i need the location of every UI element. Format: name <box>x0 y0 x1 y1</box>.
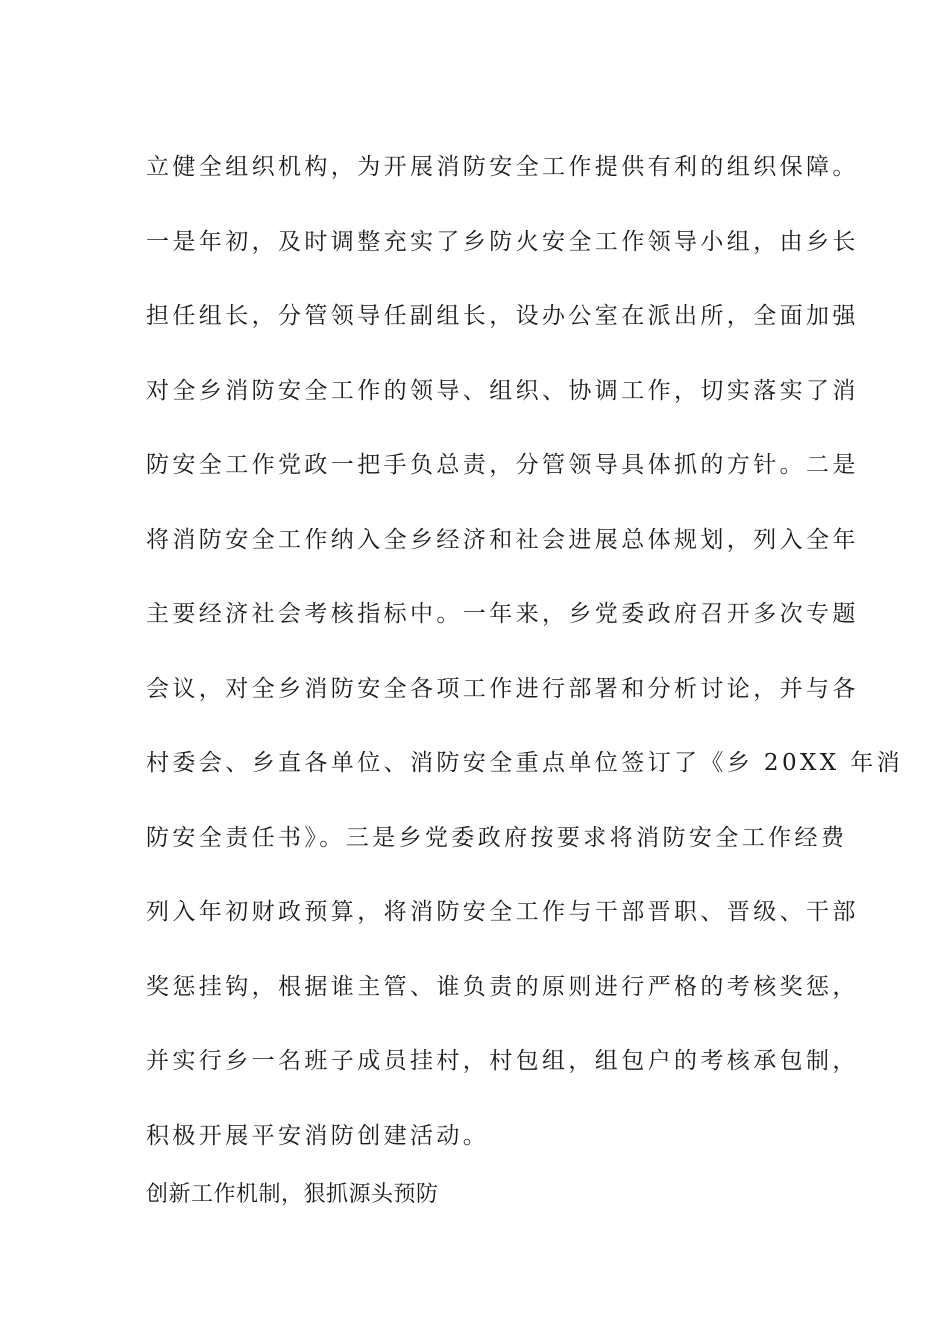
paragraph-line-10: 防安全责任书》。三是乡党委政府按要求将消防安全工作经费 <box>146 824 848 851</box>
paragraph-line-3: 担任组长，分管领导任副组长，设办公室在派出所，全面加强 <box>146 303 859 329</box>
paragraph-line-7: 主要经济社会考核指标中。一年来，乡党委政府召开多次专题 <box>146 601 859 627</box>
paragraph-line-8: 会议，对全乡消防安全各项工作进行部署和分析讨论，并与各 <box>146 675 859 702</box>
section-heading: 创新工作机制，狠抓源头预防 <box>146 1182 439 1207</box>
paragraph-line-4: 对全乡消防安全工作的领导、组织、协调工作，切实落实了消 <box>146 377 859 404</box>
paragraph-line-5: 防安全工作党政一把手负总责，分管领导具体抓的方针。二是 <box>146 452 859 478</box>
paragraph-line-12: 奖惩挂钩，根据谁主管、谁负责的原则进行严格的考核奖惩， <box>146 973 859 1000</box>
paragraph-line-14: 积极开展平安消防创建活动。 <box>146 1122 490 1149</box>
paragraph-line-6: 将消防安全工作纳入全乡经济和社会进展总体规划，列入全年 <box>146 526 859 553</box>
paragraph-line-1: 立健全组织机构，为开展消防安全工作提供有利的组织保障。 <box>146 154 859 180</box>
paragraph-line-9: 村委会、乡直各单位、消防安全重点单位签订了《乡 20XX 年消 <box>146 750 904 776</box>
paragraph-line-11: 列入年初财政预算，将消防安全工作与干部晋职、晋级、干部 <box>146 899 859 925</box>
body-paragraph <box>146 130 904 1173</box>
paragraph-line-13: 并实行乡一名班子成员挂村，村包组，组包户的考核承包制， <box>146 1048 859 1074</box>
paragraph-line-2: 一是年初，及时调整充实了乡防火安全工作领导小组，由乡长 <box>146 228 859 255</box>
